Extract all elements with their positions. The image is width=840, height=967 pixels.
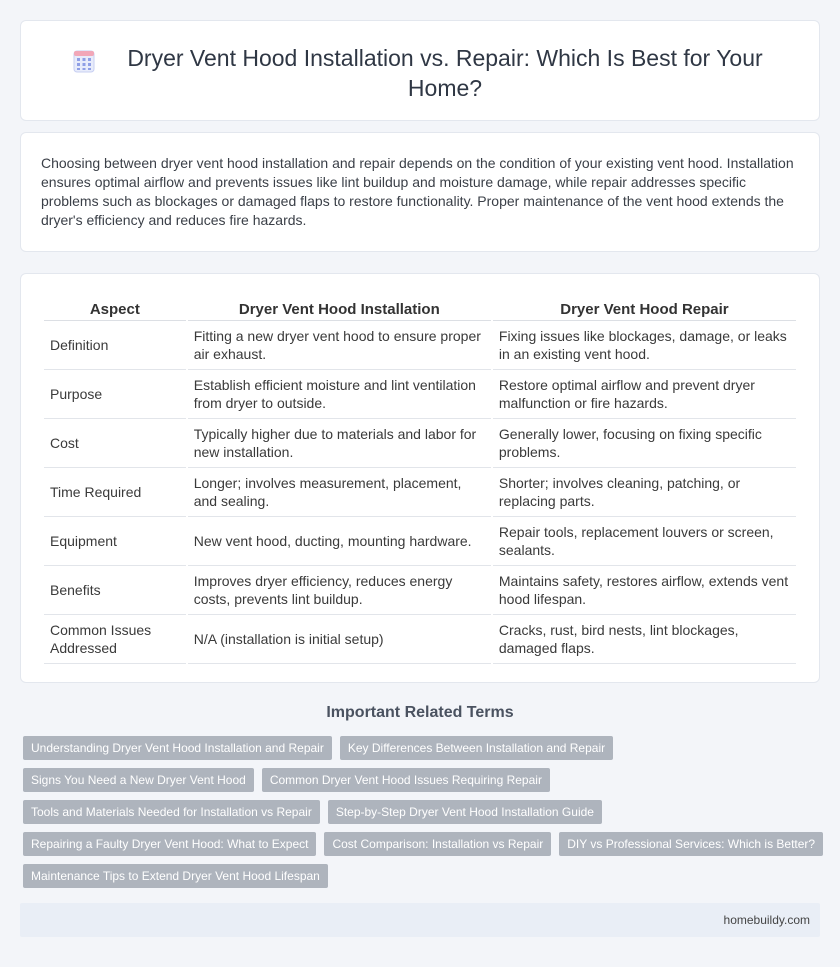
- title-card: [20, 20, 820, 121]
- row-aspect: Equipment: [44, 517, 186, 566]
- related-terms-list: [23, 736, 823, 896]
- comparison-card: [20, 273, 820, 683]
- comparison-table: [42, 297, 798, 664]
- row-aspect: Definition: [44, 321, 186, 370]
- page-title: Dryer Vent Hood Installation vs. Repair: Which Is Best for Your Home?: [127, 45, 763, 101]
- table-row: [44, 566, 796, 615]
- row-repair: Restore optimal airflow and prevent dryer malfunction or fire hazards.: [493, 370, 796, 419]
- related-terms-heading: Important Related Terms: [326, 704, 514, 721]
- column-header-aspect: Aspect: [44, 297, 186, 321]
- row-repair: Repair tools, replacement louvers or screen, sealants.: [493, 517, 796, 566]
- related-term-link[interactable]: Signs You Need a New Dryer Vent Hood: [23, 768, 254, 792]
- related-term-link[interactable]: Understanding Dryer Vent Hood Installation and Repair: [23, 736, 332, 760]
- table-row: [44, 468, 796, 517]
- table-row: [44, 321, 796, 370]
- column-header-installation: Dryer Vent Hood Installation: [188, 297, 491, 321]
- related-term-link[interactable]: Common Dryer Vent Hood Issues Requiring Repair: [262, 768, 550, 792]
- table-header-row: [44, 297, 796, 321]
- related-term-link[interactable]: DIY vs Professional Services: Which is Better?: [559, 832, 823, 856]
- row-repair: Generally lower, focusing on fixing specific problems.: [493, 419, 796, 468]
- row-aspect: Time Required: [44, 468, 186, 517]
- related-term-link[interactable]: Step-by-Step Dryer Vent Hood Installation Guide: [328, 800, 602, 824]
- related-term-link[interactable]: Tools and Materials Needed for Installation vs Repair: [23, 800, 320, 824]
- column-header-repair: Dryer Vent Hood Repair: [493, 297, 796, 321]
- intro-paragraph: Choosing between dryer vent hood installation and repair depends on the condition of your existing vent hood. Installation ensures optimal airflow and prevents issues like lint buildup and moisture damage, while repair addresses specific problems such as blockages or damaged flaps to restore functionality. Proper maintenance of the vent hood extends the dryer's efficiency and reduces fire hazards.: [41, 155, 794, 228]
- table-row: [44, 615, 796, 664]
- row-repair: Maintains safety, restores airflow, extends vent hood lifespan.: [493, 566, 796, 615]
- related-term-link[interactable]: Maintenance Tips to Extend Dryer Vent Hood Lifespan: [23, 864, 328, 888]
- row-aspect: Cost: [44, 419, 186, 468]
- intro-card: [20, 132, 820, 252]
- row-installation: New vent hood, ducting, mounting hardware.: [188, 517, 491, 566]
- row-aspect: Common Issues Addressed: [44, 615, 186, 664]
- table-row: [44, 419, 796, 468]
- row-installation: Improves dryer efficiency, reduces energy costs, prevents lint buildup.: [188, 566, 491, 615]
- table-row: [44, 517, 796, 566]
- row-installation: Longer; involves measurement, placement, and sealing.: [188, 468, 491, 517]
- row-aspect: Purpose: [44, 370, 186, 419]
- row-repair: Fixing issues like blockages, damage, or leaks in an existing vent hood.: [493, 321, 796, 370]
- row-repair: Shorter; involves cleaning, patching, or replacing parts.: [493, 468, 796, 517]
- footer-site-link[interactable]: homebuildy.com: [723, 913, 810, 927]
- related-term-link[interactable]: Cost Comparison: Installation vs Repair: [324, 832, 551, 856]
- footer: [20, 903, 820, 937]
- row-repair: Cracks, rust, bird nests, lint blockages, damaged flaps.: [493, 615, 796, 664]
- row-installation: N/A (installation is initial setup): [188, 615, 491, 664]
- row-installation: Fitting a new dryer vent hood to ensure proper air exhaust.: [188, 321, 491, 370]
- related-term-link[interactable]: Key Differences Between Installation and Repair: [340, 736, 613, 760]
- table-row: [44, 370, 796, 419]
- row-installation: Establish efficient moisture and lint ventilation from dryer to outside.: [188, 370, 491, 419]
- related-term-link[interactable]: Repairing a Faulty Dryer Vent Hood: What to Expect: [23, 832, 316, 856]
- row-aspect: Benefits: [44, 566, 186, 615]
- row-installation: Typically higher due to materials and labor for new installation.: [188, 419, 491, 468]
